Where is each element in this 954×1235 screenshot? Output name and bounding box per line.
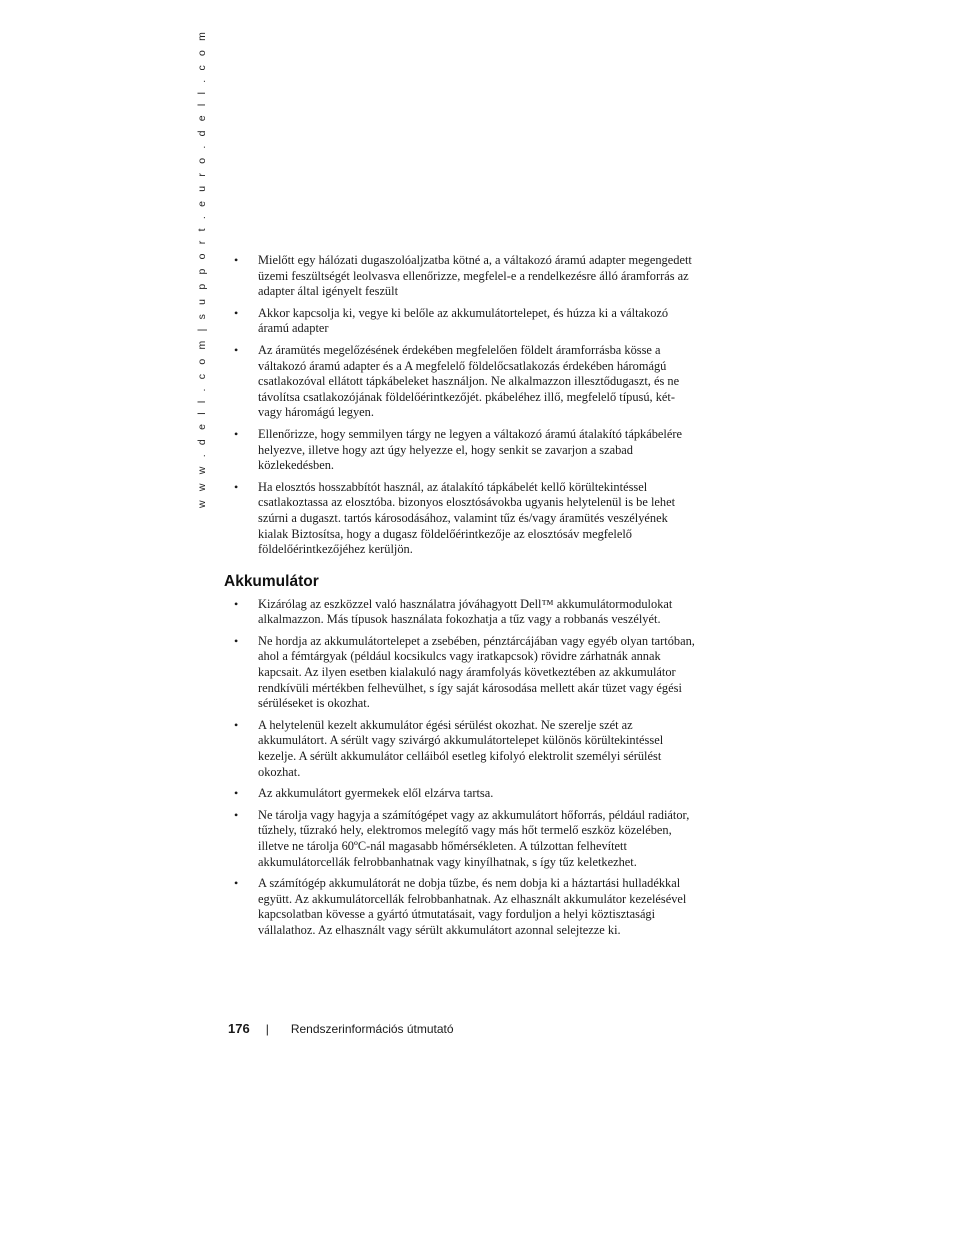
list-item-text: Ellenőrizze, hogy semmilyen tárgy ne legyen a váltakozó áramú átalakító tápkábelére helyezve, illetve hogy azt úgy helyezze el, hogy senkit se zavarjon a szabad közlekedésben. [258,426,682,473]
list-item [232,634,700,712]
list-item [232,253,700,300]
page-footer [228,1021,454,1036]
bullet-icon: • [234,426,239,441]
list-item [232,876,700,938]
page-content [224,253,700,945]
bullet-icon: • [234,305,239,320]
list-item-text: A helytelenül kezelt akkumulátor égési sérülést okozhat. Ne szerelje szét az akkumulátort. A sérült vagy szivárgó akkumulátortelepet különös körültekintéssel kezelje. A sérült akkumulátor celláiból esetleg kifolyó elektrolit személyi sérülést okozhat. [258,717,664,779]
list-item [232,808,700,870]
footer-separator: | [265,1022,269,1036]
footer-title: Rendszerinformációs útmutató [290,1022,454,1036]
list-item [232,480,700,558]
bullet-icon: • [234,342,239,357]
list-item [232,343,700,421]
bullet-icon: • [234,717,239,732]
list-item-text: Akkor kapcsolja ki, vegye ki belőle az akkumulátortelepet, és húzza ki a váltakozó áramú adapter [258,305,669,336]
list-item [232,786,700,802]
bullet-icon: • [234,876,239,891]
list-item-text: Ha elosztós hosszabbítót használ, az átalakító tápkábelét kellő körültekintéssel csatlakoztassa az elosztóba. bizonyos elosztósávokba ugyanis helytelenül is be lehet szúrni a dugaszt. tartós károsodásához, valamint tűz és/vagy áramütés veszélyének kialak Biztosítsa, hogy a dugasz földelőérintkezője az elosztósáv megfelelő földelőérintkezőjéhez kerüljön. [258,479,676,557]
list-item-text: Kizárólag az eszközzel való használatra jóváhagyott Dell™ akkumulátormodulokat alkalmazzon. Más típusok használata fokozhatja a tűz vagy a robbanás veszélyét. [258,596,673,627]
side-url: w w w . d e l l . c o m | s u p p o r t . e u r o . d e l l . c o m [196,28,208,508]
list-item [232,597,700,628]
bullet-icon: • [234,253,239,267]
list-item-text: Mielőtt egy hálózati dugaszolóaljzatba kötné a, a váltakozó áramú adapter megengedett üzemi feszültségét leolvasva ellenőrizze, megfelel-e a rendelkezésre álló áramforrás az adapter által igényelt feszült [258,253,692,299]
bullet-icon: • [234,807,239,822]
list-item-text: Ne tárolja vagy hagyja a számítógépet vagy az akkumulátort hőforrás, például radiátor, tűzhely, tűzrakó hely, elektromos melegítő vagy más hőt termelő eszköz közelében, illetve ne tárolja 60ºC-nál magasabb hőmérsékleten. A túlzottan felhevített akkumulátorcellák felrobbanhatnak vagy kinyílhatnak, s így tűz keletkezhet. [258,807,690,869]
bullet-icon: • [234,479,239,494]
bullet-icon: • [234,633,239,648]
section-heading: Akkumulátor [224,572,319,590]
list-item-text: Ne hordja az akkumulátortelepet a zsebében, pénztárcájában vagy egyéb olyan tartóban, ahol a fémtárgyak (például kocsikulcs vagy iratkapcsok) rövidre zárhatnák annak kapcsait. Az ilyen esetben kialakuló nagy áramfolyás következtében az akkumulátor rendkívüli mértékben felhevülhet, s így saját károsodása mellett akár tüzet vagy égési sérüléseket is okozhat. [258,633,695,711]
list-item-text: Az áramütés megelőzésének érdekében megfelelően földelt áramforrásba kösse a váltakozó áramú adapter és a A megfelelő földelőcsatlakozás érdekében háromágú csatlakozóval ellátott tápkábeleket használjon. Ne alkalmazzon illesztődugaszt, és ne távolítsa csatlakozójának földelőérintkezőjét. pkábeléhez illő, megfelelő típusú, két- vagy háromágú legyen. [258,342,680,420]
safety-list [232,253,700,558]
list-item [232,427,700,474]
battery-list [232,597,700,939]
page-number: 176 [228,1021,250,1036]
list-item-text: Az akkumulátort gyermekek elől elzárva tartsa. [258,786,494,801]
bullet-icon: • [234,596,239,611]
bullet-icon: • [234,786,239,801]
list-item [232,718,700,780]
list-item-text: A számítógép akkumulátorát ne dobja tűzbe, és nem dobja ki a háztartási hulladékkal együtt. Az akkumulátorcellák felrobbanhatnak. Az elhasznált akkumulátor kezelésével kapcsolatban kövesse a gyártó útmutatásait, vagy forduljon a helyi köztisztasági vállalathoz. Az elhasznált vagy sérült akkumulátort azonnal selejtezze ki. [258,876,687,937]
list-item [232,306,700,337]
